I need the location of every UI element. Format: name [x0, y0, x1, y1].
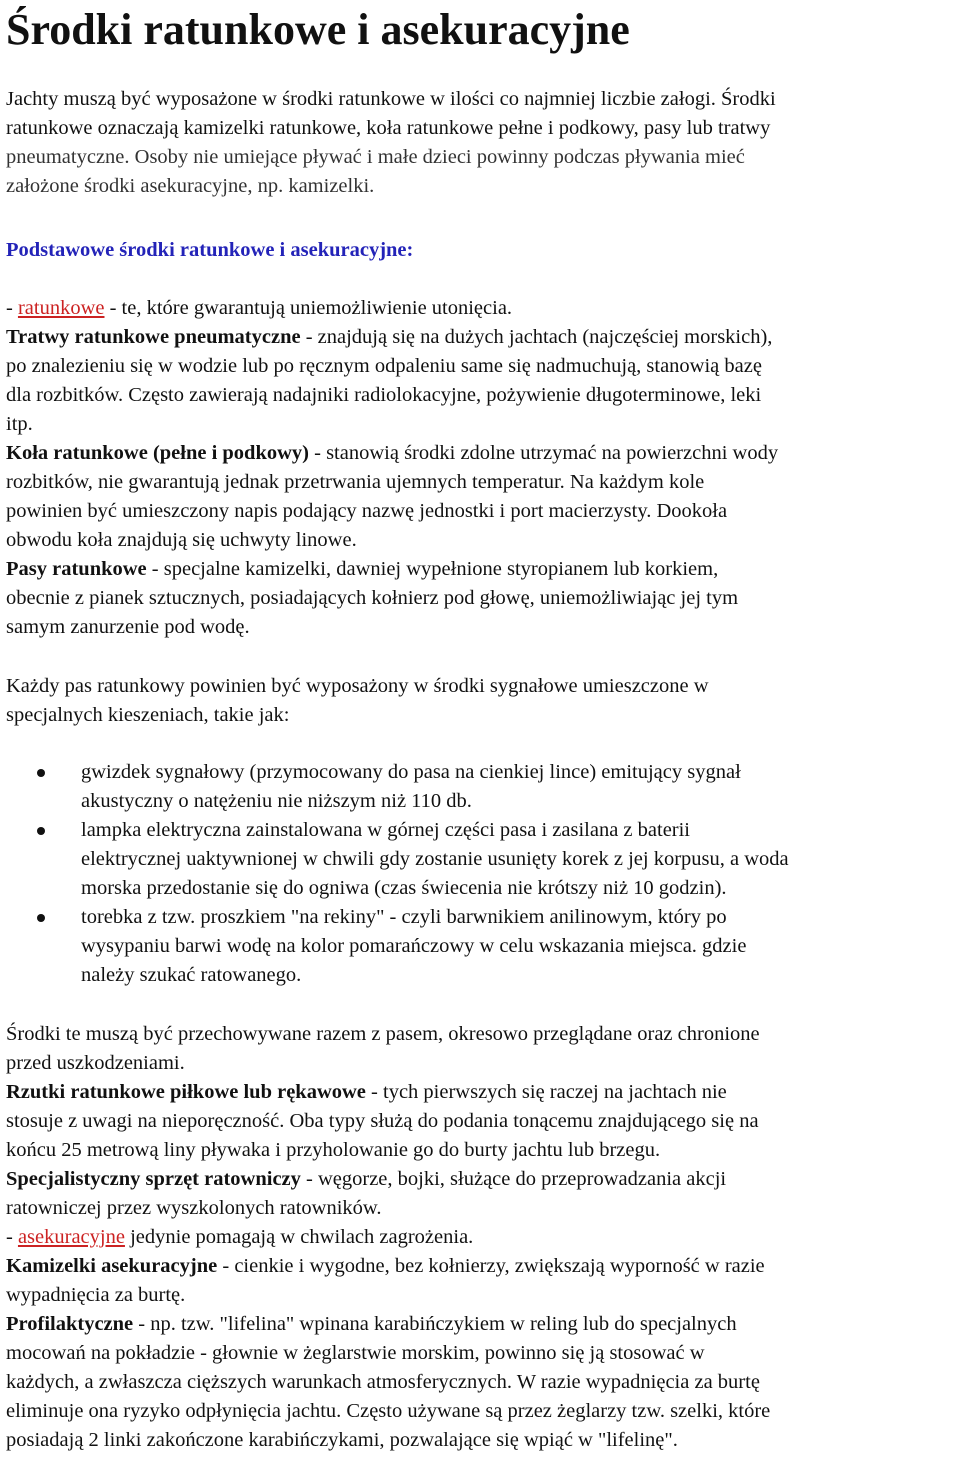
- kola-term: Koła ratunkowe: [6, 442, 148, 464]
- signal-items-list: [0, 758, 960, 990]
- tratwy-line-3: dla rozbitków. Często zawierają nadajniki radiolokacyjne, pożywienie długoterminowe, leki: [6, 384, 762, 406]
- kola-term-paren: (pełne i podkowy): [147, 442, 309, 464]
- rzutki-line-2: stosuje z uwagi na nieporęczność. Oba typy służą do podania tonącemu znajdującego się na: [6, 1110, 759, 1132]
- list-item-line: akustyczny o natężeniu nie niższym niż 110 db.: [81, 790, 472, 812]
- tratwy-line-4: itp.: [6, 413, 33, 435]
- page-title: Środki ratunkowe i asekuracyjne: [6, 5, 630, 54]
- section-subheading-wrap: [6, 236, 958, 265]
- list-item-line: lampka elektryczna zainstalowana w górnej części pasa i zasilana z baterii: [81, 819, 691, 841]
- list-item-line: gwizdek sygnałowy (przymocowany do pasa na cienkiej lince) emitujący sygnał: [81, 761, 741, 783]
- pasy-line-1: [6, 555, 958, 584]
- profilaktyczne-line-2: mocowań na pokładzie - głownie w żeglarstwie morskim, powinno się ją stosować w: [6, 1342, 705, 1364]
- kazdy-pas-line: specjalnych kieszeniach, takie jak:: [6, 704, 290, 726]
- dash-prefix: -: [6, 1226, 18, 1248]
- asekuracyjne-description: jedynie pomagają w chwilach zagrożenia.: [124, 1226, 474, 1248]
- intro-line: ratunkowe oznaczają kamizelki ratunkowe, koła ratunkowe pełne i podkowy, pasy lub tratwy: [6, 117, 771, 139]
- list-item-line: wysypaniu barwi wodę na kolor pomarańczowy w celu wskazania miejsca. gdzie: [81, 935, 747, 957]
- kola-line-3: powinien być umieszczony napis podający nazwę jednostki i port macierzysty. Dookoła: [6, 500, 728, 522]
- rzutki-text: - tych pierwszych się raczej na jachtach nie: [365, 1081, 727, 1103]
- pasy-term: Pasy ratunkowe: [6, 558, 147, 580]
- profilaktyczne-text: - np. tzw. "lifelina" wpinana karabińczykiem w reling lub do specjalnych: [133, 1313, 737, 1335]
- kamizelki-text: - cienkie i wygodne, bez kołnierzy, zwiększają wyporność w razie: [217, 1255, 765, 1277]
- kola-line-1: [6, 439, 958, 468]
- profilaktyczne-line-4: eliminuje ona ryzyko odpłynięcia jachtu. Często używane są przez żeglarzy tzw. szelki, które: [6, 1400, 771, 1422]
- kamizelki-line-1: [6, 1252, 958, 1281]
- specjalistyczny-text: - węgorze, bojki, służące do przeprowadzania akcji: [300, 1168, 727, 1190]
- tratwy-text: - znajdują się na dużych jachtach (najczęściej morskich),: [300, 326, 773, 348]
- srodki-te-line: przed uszkodzeniami.: [6, 1052, 185, 1074]
- specjalistyczny-line-1: [6, 1165, 958, 1194]
- tratwy-term: Tratwy ratunkowe pneumatyczne: [6, 326, 301, 348]
- ratunkowe-description: - te, które gwarantują uniemożliwienie utonięcia.: [104, 297, 513, 319]
- specjalistyczny-term: Specjalistyczny sprzęt ratowniczy: [6, 1168, 301, 1190]
- list-item-line: morska przedostanie się do ogniwa (czas świecenia nie krótszy niż 10 godzin).: [81, 877, 727, 899]
- list-item-line: należy szukać ratowanego.: [81, 964, 302, 986]
- dash-prefix: -: [6, 297, 18, 319]
- pasy-line-2: obecnie z pianek sztucznych, posiadających kołnierz pod głowę, uniemożliwiając jej tym: [6, 587, 739, 609]
- pasy-text: - specjalne kamizelki, dawniej wypełnione styropianem lub korkiem,: [146, 558, 719, 580]
- bullet-icon: [37, 827, 45, 835]
- list-item-line: elektrycznej uaktywnionej w chwili gdy zostanie usunięty korek z jej korpusu, a woda: [81, 848, 789, 870]
- kamizelki-term: Kamizelki asekuracyjne: [6, 1255, 218, 1277]
- profilaktyczne-line-5: posiadają 2 linki zakończone karabińczykami, pozwalające się wpiąć w "lifelinę".: [6, 1429, 678, 1451]
- profilaktyczne-line-3: każdych, a zwłaszcza cięższych warunkach atmosferycznych. W razie wypadnięcia za burtę: [6, 1371, 760, 1393]
- kola-line-2: rozbitków, nie gwarantują jednak przetrwania ujemnych temperatur. Na każdym kole: [6, 471, 705, 493]
- profilaktyczne-line-1: [6, 1310, 958, 1339]
- rzutki-line-3: końcu 25 metrową liny pływaka i przyholowanie go do burty jachtu lub brzegu.: [6, 1139, 661, 1161]
- kola-text: - stanowią środki zdolne utrzymać na powierzchni wody: [309, 442, 779, 464]
- list-item-line: torebka z tzw. proszkiem "na rekiny" - czyli barwnikiem anilinowym, który po: [81, 906, 727, 928]
- section-subheading: Podstawowe środki ratunkowe i asekuracyjne:: [6, 239, 414, 261]
- kamizelki-line-2: wypadnięcia za burtę.: [6, 1284, 186, 1306]
- ratunkowe-link[interactable]: ratunkowe: [17, 297, 105, 319]
- list-item: [0, 816, 960, 903]
- rzutki-term: Rzutki ratunkowe piłkowe lub rękawowe: [6, 1081, 366, 1103]
- kazdy-pas-paragraph: [6, 672, 958, 730]
- specjalistyczny-line-2: ratowniczej przez wyszkolonych ratowników.: [6, 1197, 382, 1219]
- rzutki-line-1: [6, 1078, 958, 1107]
- list-item: [0, 758, 960, 816]
- tratwy-line-2: po znalezieniu się w wodzie lub po ręcznym odpaleniu same się nadmuchują, stanowią bazę: [6, 355, 762, 377]
- final-section: [6, 1020, 958, 1455]
- asekuracyjne-link[interactable]: asekuracyjne: [17, 1226, 125, 1248]
- ratunkowe-section: [6, 294, 958, 642]
- intro-line: pneumatyczne. Osoby nie umiejące pływać i małe dzieci powinny podczas pływania mieć: [6, 146, 745, 168]
- bullet-icon: [37, 914, 45, 922]
- kazdy-pas-line: Każdy pas ratunkowy powinien być wyposażony w środki sygnałowe umieszczone w: [6, 675, 709, 697]
- intro-line: Jachty muszą być wyposażone w środki ratunkowe w ilości co najmniej liczbie załogi. Środki: [6, 88, 776, 110]
- intro-line: założone środki asekuracyjne, np. kamizelki.: [6, 175, 375, 197]
- ratunkowe-intro-line: [6, 294, 958, 323]
- profilaktyczne-term: Profilaktyczne: [6, 1313, 134, 1335]
- intro-paragraph: [6, 85, 958, 201]
- bullet-icon: [37, 769, 45, 777]
- list-item: [0, 903, 960, 990]
- asekuracyjne-intro-line: [6, 1223, 958, 1252]
- kola-line-4: obwodu koła znajdują się uchwyty linowe.: [6, 529, 357, 551]
- srodki-te-line: Środki te muszą być przechowywane razem z pasem, okresowo przeglądane oraz chronione: [6, 1023, 760, 1045]
- pasy-line-3: samym zanurzenie pod wodę.: [6, 616, 250, 638]
- tratwy-line-1: [6, 323, 958, 352]
